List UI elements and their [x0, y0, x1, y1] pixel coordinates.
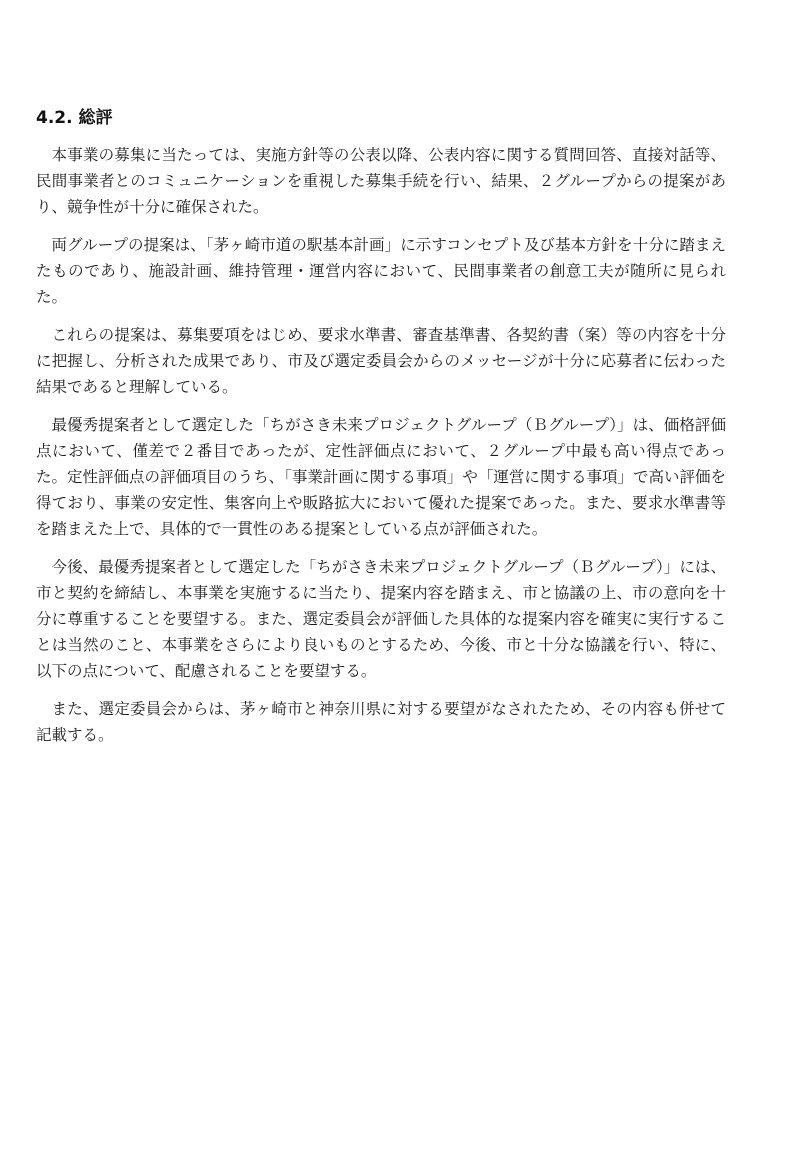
paragraph: 今後、最優秀提案者として選定した「ちがさき未来プロジェクトグループ（Ｂグループ）」には、市と契約を締結し、本事業を実施するに当たり、提案内容を踏まえ、市と協議の上、市の意向を十分に尊重することを要望する。また、選定委員会が評価した具体的な提案内容を確実に実行することは当然のこと、本事業をさらにより良いものとするため、今後、市と十分な協議を行い、特に、以下の点について、配慮されることを要望する。 — [36, 558, 726, 680]
paragraph: 最優秀提案者として選定した「ちがさき未来プロジェクトグループ（Ｂグループ）」は、価格評価点において、僅差で２番目であったが、定性評価点において、２グループ中最も高い得点であった。定性評価点の評価項目のうち、「事業計画に関する事項」や「運営に関する事項」で高い評価を得ており、事業の安定性、集客向上や販路拡大において優れた提案であった。また、要求水準書等を踏まえた上で、具体的で一貫性のある提案としている点が評価された。 — [36, 416, 726, 538]
section-heading: 4.2. 総評 — [36, 108, 113, 128]
paragraph: これらの提案は、募集要項をはじめ、要求水準書、審査基準書、各契約書（案）等の内容を十分に把握し、分析された成果であり、市及び選定委員会からのメッセージが十分に応募者に伝わった結果であると理解している。 — [36, 326, 726, 396]
paragraph: 両グループの提案は、「茅ヶ崎市道の駅基本計画」に示すコンセプト及び基本方針を十分に踏まえたものであり、施設計画、維持管理・運営内容において、民間事業者の創意工夫が随所に見られた。 — [36, 236, 726, 306]
section-body — [36, 142, 726, 760]
paragraph: 本事業の募集に当たっては、実施方針等の公表以降、公表内容に関する質問回答、直接対話等、民間事業者とのコミュニケーションを重視した募集手続を行い、結果、２グループからの提案があり、競争性が十分に確保された。 — [36, 146, 726, 216]
paragraph: また、選定委員会からは、茅ヶ崎市と神奈川県に対する要望がなされたため、その内容も併せて記載する。 — [36, 700, 726, 744]
